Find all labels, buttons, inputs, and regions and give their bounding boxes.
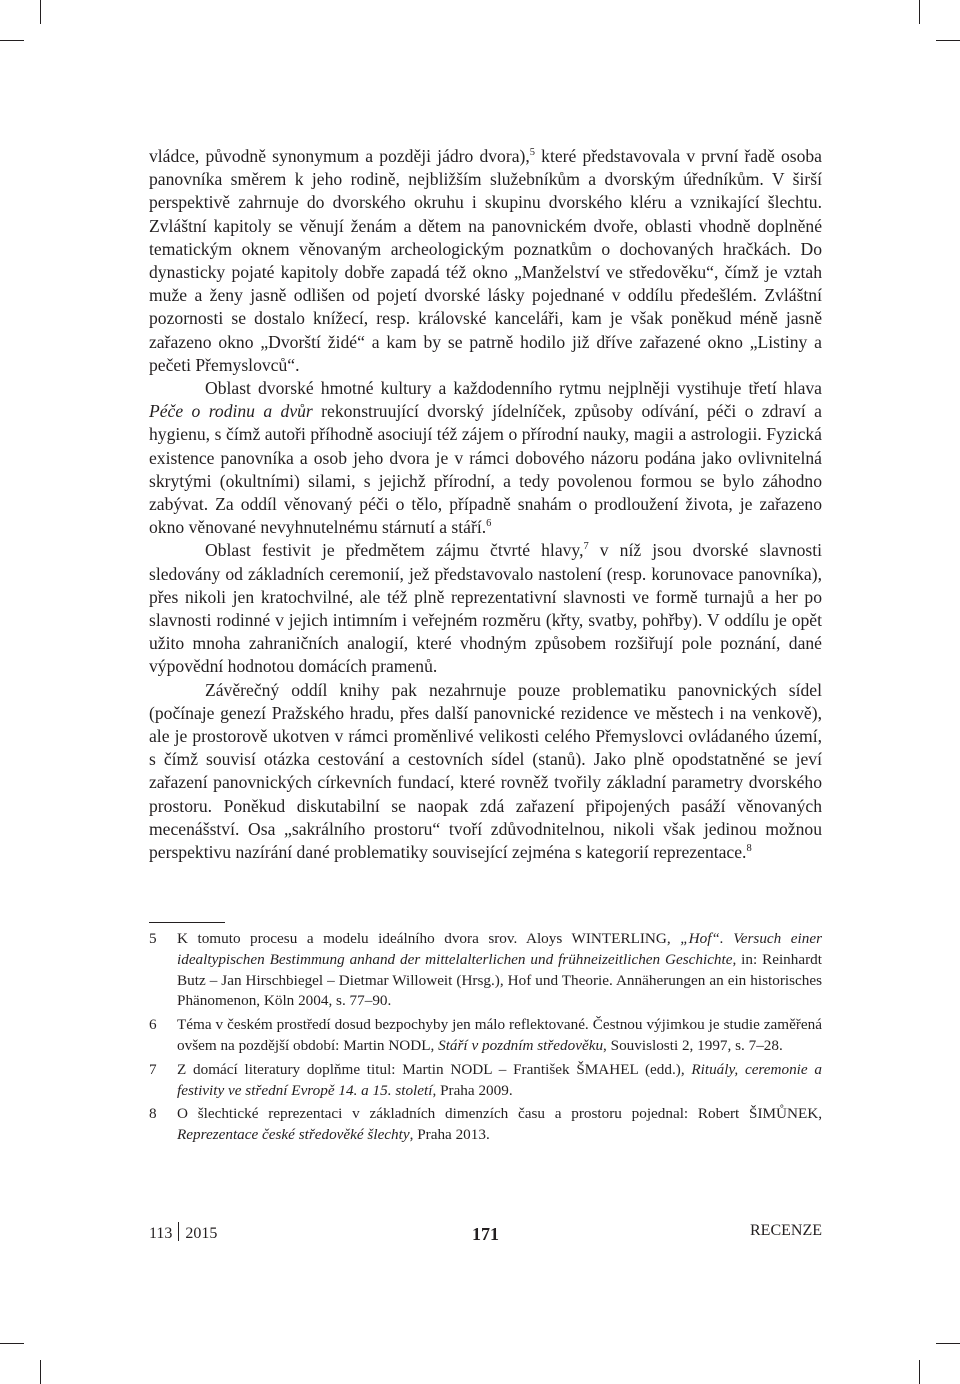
footnote-ref-5[interactable]: 5 — [529, 147, 536, 159]
footnote-ref-8[interactable]: 8 — [746, 843, 752, 855]
crop-mark-bottom-right-vertical — [919, 1360, 920, 1384]
footnote-text — [177, 1015, 822, 1057]
paragraph-2 — [149, 377, 822, 539]
paragraph-3 — [149, 539, 822, 678]
chapter-title-italic: Péče o rodinu a dvůr — [149, 401, 313, 422]
footnote-text-b: , Souvislosti 2, 1997, s. 7–28. — [603, 1036, 783, 1054]
footnote-number: 6 — [149, 1016, 157, 1034]
footnote-text-a: K tomuto procesu a modelu ideálního dvora srov. Aloys WINTERLING, — [177, 930, 681, 947]
footnote-text — [177, 929, 822, 1012]
paragraph-4-text-a: Závěrečný oddíl knihy pak nezahrnuje pouze problematiku panovnických sídel (počínaje genezí Pražského hradu, přes další panovnické rezidence ve městech i na venkově), ale je prostorově ukotven v rámci proměnlivé velikosti celého Přemyslovci ovládaného území, s čímž souvisí otázka cestování a cestovních sídel (stanů). Jako plně opodstatněné se jeví zařazení panovnických církevních fundací, které rovněž tvořily základní parametry dvorského prostoru. Poněkud diskutabilní se naopak zdá zařazení připojených pasáží věnovaných mecenášství. Osa „sakrálního prostoru“ tvoří zdůvodnitelnou, nikoli však jedinou možnou perspektivu nazírání dané problematiky související zejména s kategorií reprezentace. — [149, 679, 822, 863]
issue-year: 2015 — [185, 1225, 218, 1242]
footnote-italic-title: „Hof“. Versuch einer idealtypischen Bestimmung anhand der mittelalterlichen und frühneizeitlichen Geschichte — [177, 930, 823, 968]
body-text — [149, 145, 822, 864]
page-number: 171 — [472, 1224, 499, 1244]
paragraph-3-text-b: v níž jsou dvorské slavnosti sledovány od základních ceremonií, jež představovalo nastolení (resp. korunovace panovníka), přes nikoli jen kratochvilné, ale též plně reprezentativní slavnosti ve formě turnajů a her po slavnosti rodinné v jejich intimním i veřejném rozměru (křty, svatby, pohřby). V oddílu je opět užito mnoha zahraničních analogií, které vhodným způsobem rozšiřují pole poznání, dané výpovědní hodnotou domácích pramenů. — [149, 540, 823, 677]
paragraph-1-text-b: které představovala v první řadě osoba panovníka směrem k jeho rodině, nejbližším služebníkům a dvorským úředníkům. V širší perspektivě zahrnuje do dvorského okruhu i skupinu dvorského kléru a vznikající šlechtu. Zvláštní kapitoly se věnují ženám a dětem na panovnickém dvoře, oblasti vhodně doplněné tematickým oknem věnovaným archeologickým poznatkům o dochovaných hračkách. Do dynasticky pojaté kapitoly dobře zapadá též okno „Manželství ve středověku“, čímž je vztah muže a ženy jasně odlišen od pojetí dvorské lásky pojednané v oddílu předešlém. Zvláštní pozornosti se dostalo knížecí, resp. královské kanceláři, kam je však poněkud méně jasně zařazeno okno „Dvorští židé“ a kam by se patrně hodilo již dříve zařazené okno „Listiny a pečeti Přemyslovců“. — [149, 146, 822, 375]
footnote-text — [177, 1104, 822, 1146]
footnote-ref-6[interactable]: 6 — [486, 518, 492, 530]
footnote-divider — [149, 922, 225, 923]
crop-mark-bottom-right — [936, 1343, 960, 1344]
footnote-text — [177, 1060, 822, 1102]
footnote-number: 5 — [149, 930, 157, 947]
paragraph-1 — [149, 145, 822, 377]
crop-mark-bottom-left-vertical — [40, 1360, 41, 1384]
paragraph-1-text-a: vládce, původně synonymum a později jádro dvora), — [149, 146, 530, 166]
paragraph-3-text-a: Oblast festivit je předmětem zájmu čtvrté hlavy, — [205, 540, 584, 561]
section-label: RECENZE — [750, 1222, 822, 1239]
footnote-text-a: Z domácí literatury doplňme titul: Martin NODL – František ŠMAHEL (edd.), — [177, 1060, 692, 1078]
footnote-text-b: , in: Reinhardt Butz – Jan Hirschbiegel – Dietmar Willoweit (Hrsg.), Hof und Theorie. Annäherungen an ein historisches Phänomenon, Köln 2004, s. 77–90. — [177, 950, 822, 1010]
footnotes — [149, 929, 822, 1149]
footnote-text-b: , Praha 2013. — [409, 1126, 490, 1144]
paragraph-4 — [149, 679, 822, 865]
footnote-italic-title: Stáří v pozdním středověku — [438, 1036, 604, 1054]
footnote-6 — [149, 1015, 822, 1057]
paragraph-2-text-a: Oblast dvorské hmotné kultury a každodenního rytmu nejplněji vystihuje třetí hlava — [205, 378, 822, 399]
crop-mark-bottom-left — [0, 1343, 24, 1344]
footnote-ref-7[interactable]: 7 — [583, 541, 589, 553]
crop-mark-top-right — [936, 40, 960, 41]
crop-mark-top-left-vertical — [40, 0, 41, 24]
footnote-8 — [149, 1104, 822, 1146]
volume-number: 113 — [149, 1225, 173, 1242]
crop-mark-top-left — [0, 40, 24, 41]
footnote-text-a: Téma v českém prostředí dosud bezpochyby jen málo reflektované. Čestnou výjimkou je studie zaměřená ovšem na pozdější období: Martin NODL, — [177, 1016, 822, 1054]
paragraph-2-text-b: rekonstruující dvorský jídelníček, způsoby odívání, péči o zdraví a hygienu, s čímž autoři příhodně asociují též zájem o přírodní nauky, magii a astrologii. Fyzická existence panovníka a osob jeho dvora je v rámci dobového názoru podána jako ovlivnitelná skrytými (okultními) silami, s jejichž přírodní, a tedy povolenou formou se bylo záhodno zabývat. Za oddíl věnovaný péči o tělo, případně snahám o prodloužení života, je zařazeno okno věnované nevyhnutelnému stárnutí a stáří. — [149, 401, 822, 538]
footnote-number: 7 — [149, 1060, 157, 1078]
footnote-text-b: , Praha 2009. — [432, 1081, 513, 1099]
footnote-italic-title: Rituály, ceremonie a festivity ve střední Evropě 14. a 15. století — [177, 1060, 822, 1099]
footnote-7 — [149, 1060, 822, 1102]
page-footer — [149, 1218, 822, 1248]
footnote-number: 8 — [149, 1105, 157, 1123]
footnote-italic-title: Reprezentace české středověké šlechty — [177, 1126, 410, 1144]
footnote-text-a: O šlechtické reprezentaci v základních dimenzích času a prostoru pojednal: Robert ŠIMŮNEK, — [177, 1105, 822, 1123]
footnote-5 — [149, 929, 822, 1012]
crop-mark-top-right-vertical — [919, 0, 920, 24]
